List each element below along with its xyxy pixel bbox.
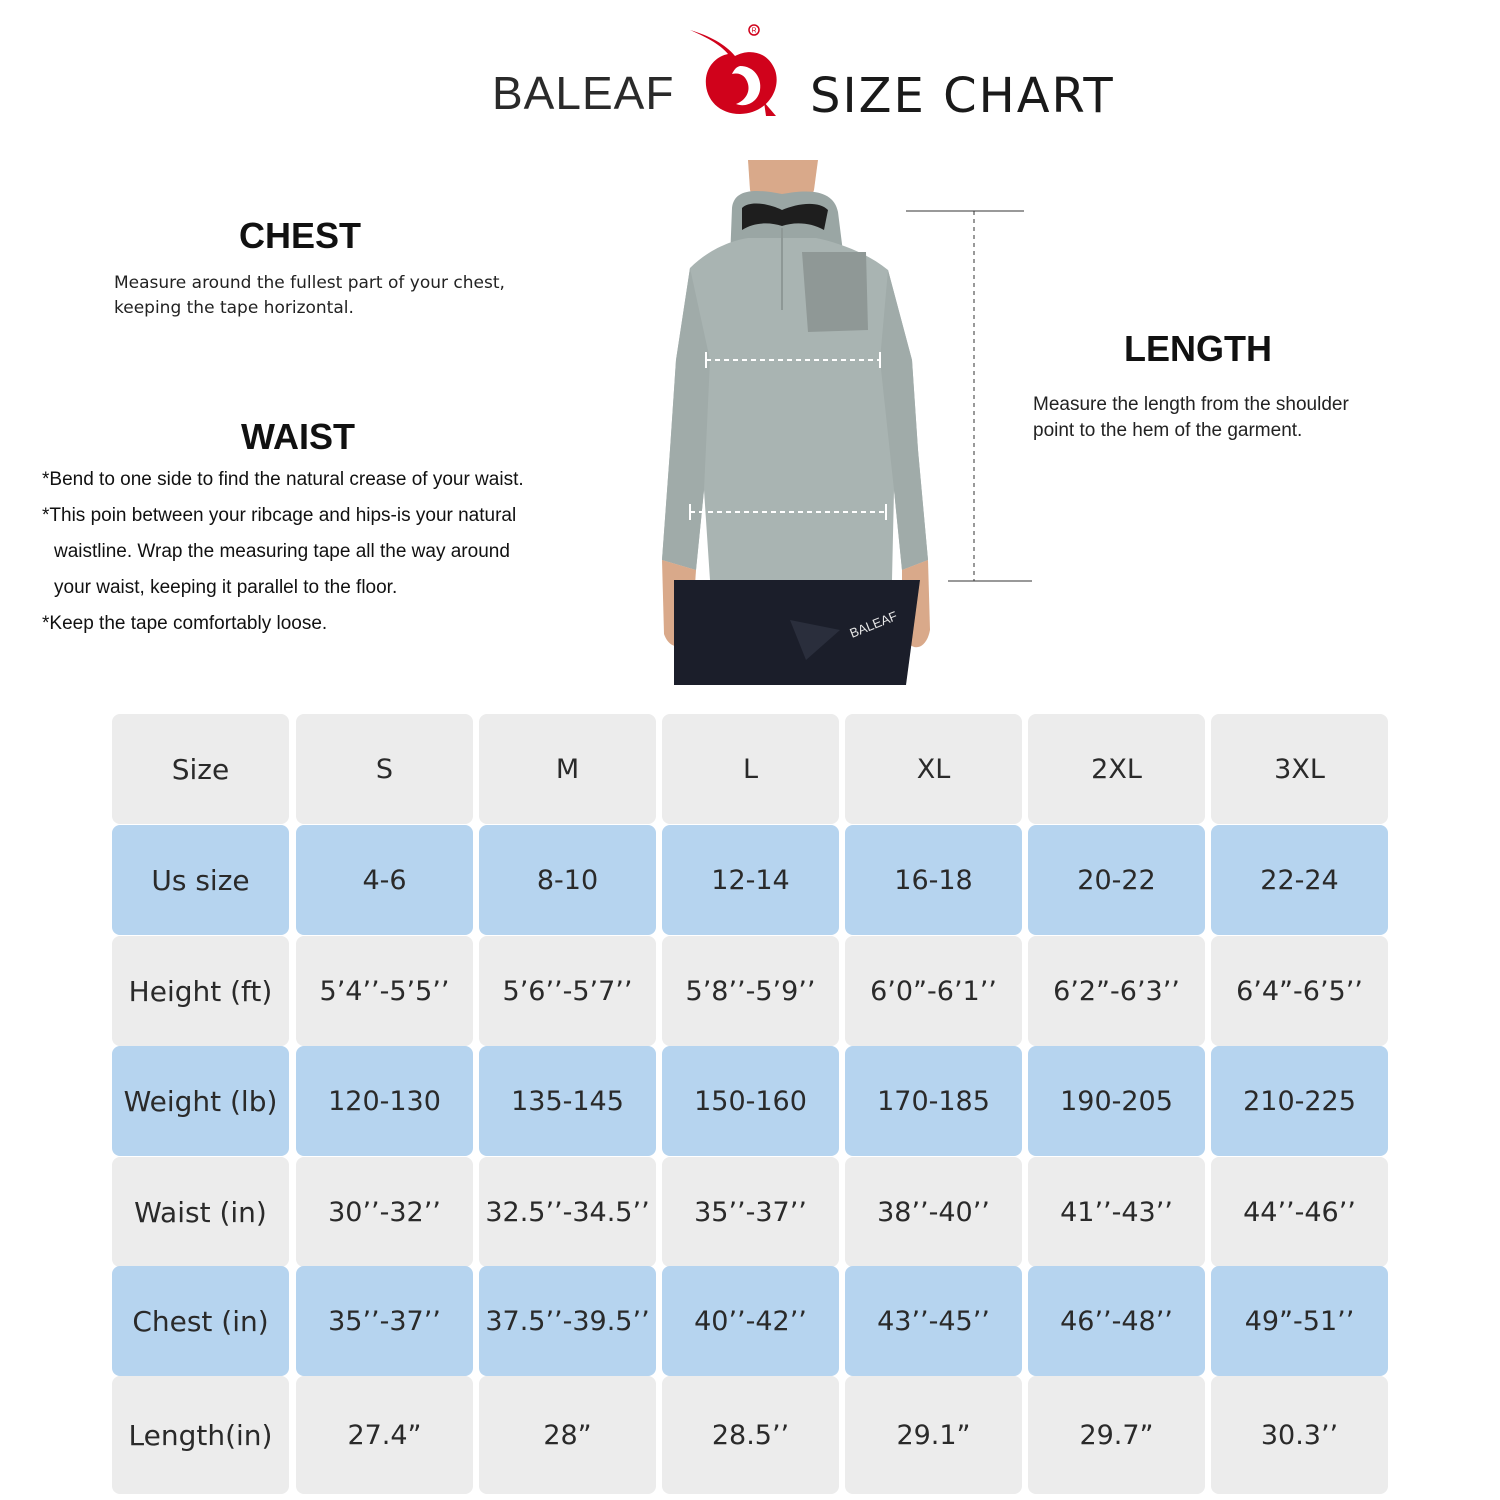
brand-logo-text: BALEAF [492,67,675,119]
waist-instruction: *Keep the tape comfortably loose. [42,613,328,634]
table-cell: 190-205 [1028,1046,1205,1156]
length-measure-guide [904,208,1034,588]
size-header-cell: S [296,714,473,824]
table-cell: 43’’-45’’ [845,1266,1022,1376]
table-cell: 40’’-42’’ [662,1266,839,1376]
table-cell: 35’’-37’’ [662,1157,839,1267]
table-cell: 5’6’’-5’7’’ [479,936,656,1046]
chest-desc-line: Measure around the fullest part of your chest, [114,273,505,293]
table-cell: 150-160 [662,1046,839,1156]
table-cell: 16-18 [845,825,1022,935]
table-cell: 6’4”-6’5’’ [1211,936,1388,1046]
table-cell: 5’4’’-5’5’’ [296,936,473,1046]
waist-title: WAIST [241,416,355,457]
size-header-cell: 3XL [1211,714,1388,824]
table-cell: 32.5’’-34.5’’ [479,1157,656,1267]
table-cell: 12-14 [662,825,839,935]
length-description [1033,392,1453,444]
size-chart-table [112,714,1388,1494]
row-label: Chest (in) [112,1266,289,1376]
table-cell: 30’’-32’’ [296,1157,473,1267]
table-cell: 28” [479,1376,656,1494]
table-cell: 210-225 [1211,1046,1388,1156]
row-label: Size [112,714,289,824]
waist-instruction: your waist, keeping it parallel to the floor. [54,577,398,598]
table-cell: 46’’-48’’ [1028,1266,1205,1376]
size-header-cell: 2XL [1028,714,1205,824]
size-header-cell: M [479,714,656,824]
table-cell: 20-22 [1028,825,1205,935]
table-cell: 120-130 [296,1046,473,1156]
table-cell: 30.3’’ [1211,1376,1388,1494]
row-label: Height (ft) [112,936,289,1046]
table-cell: 6’0”-6’1’’ [845,936,1022,1046]
table-cell: 28.5’’ [662,1376,839,1494]
table-cell: 29.7” [1028,1376,1205,1494]
size-header-cell: L [662,714,839,824]
waist-instruction: waistline. Wrap the measuring tape all the way around [54,541,510,562]
chest-desc-line: keeping the tape horizontal. [114,298,354,318]
length-title: LENGTH [1124,328,1272,369]
row-label: Us size [112,825,289,935]
shorts-logo-text: BALEAF [847,608,900,641]
chest-description [114,271,574,321]
waist-instruction: *This poin between your ribcage and hips-is your natural [42,505,517,526]
table-cell: 49”-51’’ [1211,1266,1388,1376]
table-cell: 5’8’’-5’9’’ [662,936,839,1046]
row-label: Waist (in) [112,1157,289,1267]
table-cell: 35’’-37’’ [296,1266,473,1376]
table-cell: 170-185 [845,1046,1022,1156]
table-cell: 38’’-40’’ [845,1157,1022,1267]
table-cell: 37.5’’-39.5’’ [479,1266,656,1376]
size-chart-title: SIZE CHART [810,68,1115,124]
table-cell: 22-24 [1211,825,1388,935]
table-cell: 135-145 [479,1046,656,1156]
size-header-cell: XL [845,714,1022,824]
table-cell: 6’2”-6’3’’ [1028,936,1205,1046]
row-label: Weight (lb) [112,1046,289,1156]
baleaf-leaf-logo-icon [680,22,790,122]
table-cell: 8-10 [479,825,656,935]
table-cell: 44’’-46’’ [1211,1157,1388,1267]
row-label: Length(in) [112,1376,289,1494]
chest-title: CHEST [238,215,361,256]
waist-instructions [42,462,602,642]
table-cell: 29.1” [845,1376,1022,1494]
svg-text:R: R [751,27,757,35]
waist-instruction: *Bend to one side to find the natural crease of your waist. [42,469,524,490]
length-desc-line: Measure the length from the shoulder [1033,394,1349,415]
table-cell: 27.4” [296,1376,473,1494]
length-desc-line: point to the hem of the garment. [1033,420,1303,441]
table-cell: 41’’-43’’ [1028,1157,1205,1267]
table-cell: 4-6 [296,825,473,935]
